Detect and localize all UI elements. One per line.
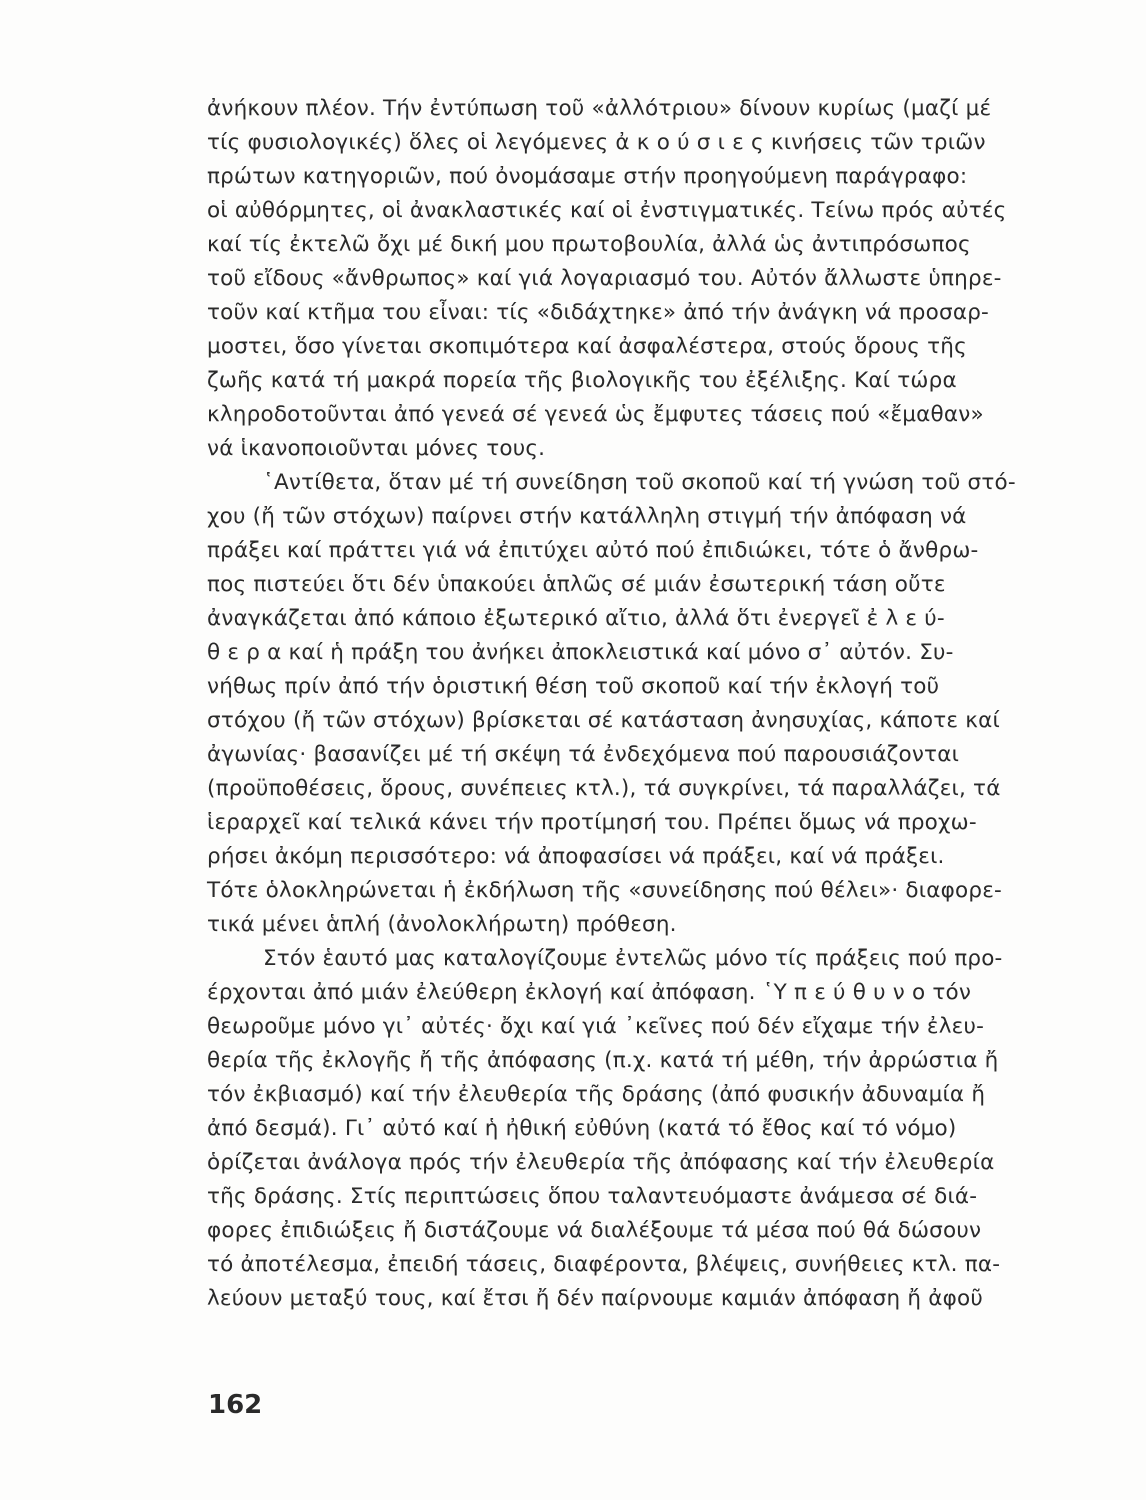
text-line: θερία τῆς ἐκλογῆς ἤ τῆς ἀπόφασης (π.χ. κατά τή μέθη, τήν ἀρρώστια ἤ xyxy=(207,1048,999,1073)
text-line: τῆς δράσης. Στίς περιπτώσεις ὅπου ταλαντευόμαστε ἀνάμεσα σέ διά- xyxy=(207,1184,978,1209)
text-line: πρώτων κατηγοριῶν, πού ὀνομάσαμε στήν προηγούμενη παράγραφο: xyxy=(207,164,968,189)
text-line: θεωροῦμε μόνο γι᾽ αὐτές· ὄχι καί γιά ᾽κεῖνες πού δέν εἴχαμε τήν ἐλευ- xyxy=(207,1014,985,1039)
text-line: ἱεραρχεῖ καί τελικά κάνει τήν προτίμησή του. Πρέπει ὅμως νά προχω- xyxy=(207,810,977,835)
text-line: κληροδοτοῦνται ἀπό γενεά σέ γενεά ὡς ἔμφυτες τάσεις πού «ἔμαθαν» xyxy=(207,402,984,427)
text-line: οἱ αὐθόρμητες, οἱ ἀνακλαστικές καί οἱ ἐνστιγματικές. Τείνω πρός αὐτές xyxy=(207,198,1007,223)
text-line: λεύουν μεταξύ τους, καί ἔτσι ἤ δέν παίρνουμε καμιάν ἀπόφαση ἤ ἀφοῦ xyxy=(207,1286,983,1311)
text-line: θ ε ρ α καί ἡ πράξη του ἀνήκει ἀποκλειστικά καί μόνο σ᾽ αὐτόν. Συ- xyxy=(207,640,954,665)
text-line: πος πιστεύει ὅτι δέν ὑπακούει ἁπλῶς σέ μιάν ἐσωτερική τάση οὔτε xyxy=(207,572,946,597)
text-line: νά ἱκανοποιοῦνται μόνες τους. xyxy=(207,436,546,461)
text-line: ζωῆς κατά τή μακρά πορεία τῆς βιολογικῆς του ἐξέλιξης. Καί τώρα xyxy=(207,368,957,393)
paragraph xyxy=(207,466,1016,942)
text-line: ρήσει ἀκόμη περισσότερο: νά ἀποφασίσει νά πράξει, καί νά πράξει. xyxy=(207,844,945,869)
text-line: πράξει καί πράττει γιά νά ἐπιτύχει αὐτό πού ἐπιδιώκει, τότε ὁ ἄνθρω- xyxy=(207,538,979,563)
paragraph xyxy=(207,92,1007,466)
body-text xyxy=(207,92,1016,1316)
text-line: στόχου (ἤ τῶν στόχων) βρίσκεται σέ κατάσταση ἀνησυχίας, κάποτε καί xyxy=(207,708,1000,733)
text-line: καί τίς ἐκτελῶ ὄχι μέ δική μου πρωτοβουλία, ἀλλά ὡς ἀντιπρόσωπος xyxy=(207,232,971,257)
text-line: τίς φυσιολογικές) ὅλες οἱ λεγόμενες ἀ κ ο ύ σ ι ε ς κινήσεις τῶν τριῶν xyxy=(207,130,986,155)
text-line: τικά μένει ἁπλή (ἀνολοκλήρωτη) πρόθεση. xyxy=(207,912,677,937)
page-number: 162 xyxy=(208,1390,263,1420)
text-line: ἀπό δεσμά). Γι᾽ αὐτό καί ἡ ἠθική εὐθύνη (κατά τό ἔθος καί τό νόμο) xyxy=(207,1116,957,1141)
paragraph xyxy=(207,942,1003,1316)
text-line: (προϋποθέσεις, ὅρους, συνέπειες κτλ.), τά συγκρίνει, τά παραλλάζει, τά xyxy=(207,776,1001,801)
text-line: μοστει, ὅσο γίνεται σκοπιμότερα καί ἀσφαλέστερα, στούς ὅρους τῆς xyxy=(207,334,967,359)
text-line: ἀγωνίας· βασανίζει μέ τή σκέψη τά ἐνδεχόμενα πού παρουσιάζονται xyxy=(207,742,960,767)
text-line: ῾Αντίθετα, ὅταν μέ τή συνείδηση τοῦ σκοποῦ καί τή γνώση τοῦ στό- xyxy=(263,470,1016,495)
text-line: Στόν ἑαυτό μας καταλογίζουμε ἐντελῶς μόνο τίς πράξεις πού προ- xyxy=(263,946,1003,971)
text-line: ὁρίζεται ἀνάλογα πρός τήν ἐλευθερία τῆς ἀπόφασης καί τήν ἐλευθερία xyxy=(207,1150,995,1175)
text-line: τό ἀποτέλεσμα, ἐπειδή τάσεις, διαφέροντα, βλέψεις, συνήθειες κτλ. πα- xyxy=(207,1252,1001,1277)
text-line: χου (ἤ τῶν στόχων) παίρνει στήν κατάλληλη στιγμή τήν ἀπόφαση νά xyxy=(207,504,967,529)
text-line: ἀναγκάζεται ἀπό κάποιο ἐξωτερικό αἴτιο, ἀλλά ὅτι ἐνεργεῖ ἐ λ ε ύ- xyxy=(207,606,945,631)
text-line: φορες ἐπιδιώξεις ἤ διστάζουμε νά διαλέξουμε τά μέσα πού θά δώσουν xyxy=(207,1218,982,1243)
text-line: νήθως πρίν ἀπό τήν ὁριστική θέση τοῦ σκοποῦ καί τήν ἐκλογή τοῦ xyxy=(207,674,940,699)
text-line: Τότε ὁλοκληρώνεται ἡ ἐκδήλωση τῆς «συνείδησης πού θέλει»· διαφορε- xyxy=(207,878,1002,903)
text-line: τοῦν καί κτῆμα του εἶναι: τίς «διδάχτηκε» ἀπό τήν ἀνάγκη νά προσαρ- xyxy=(207,300,990,325)
text-line: τόν ἐκβιασμό) καί τήν ἐλευθερία τῆς δράσης (ἀπό φυσικήν ἀδυναμία ἤ xyxy=(207,1082,986,1107)
text-line: ἀνήκουν πλέον. Τήν ἐντύπωση τοῦ «ἀλλότριου» δίνουν κυρίως (μαζί μέ xyxy=(207,96,992,121)
text-line: τοῦ εἴδους «ἄνθρωπος» καί γιά λογαριασμό του. Αὐτόν ἄλλωστε ὑπηρε- xyxy=(207,266,1002,291)
text-line: έρχονται ἀπό μιάν ἐλεύθερη ἐκλογή καί ἀπόφαση. ῾Υ π ε ύ θ υ ν ο τόν xyxy=(207,980,972,1005)
